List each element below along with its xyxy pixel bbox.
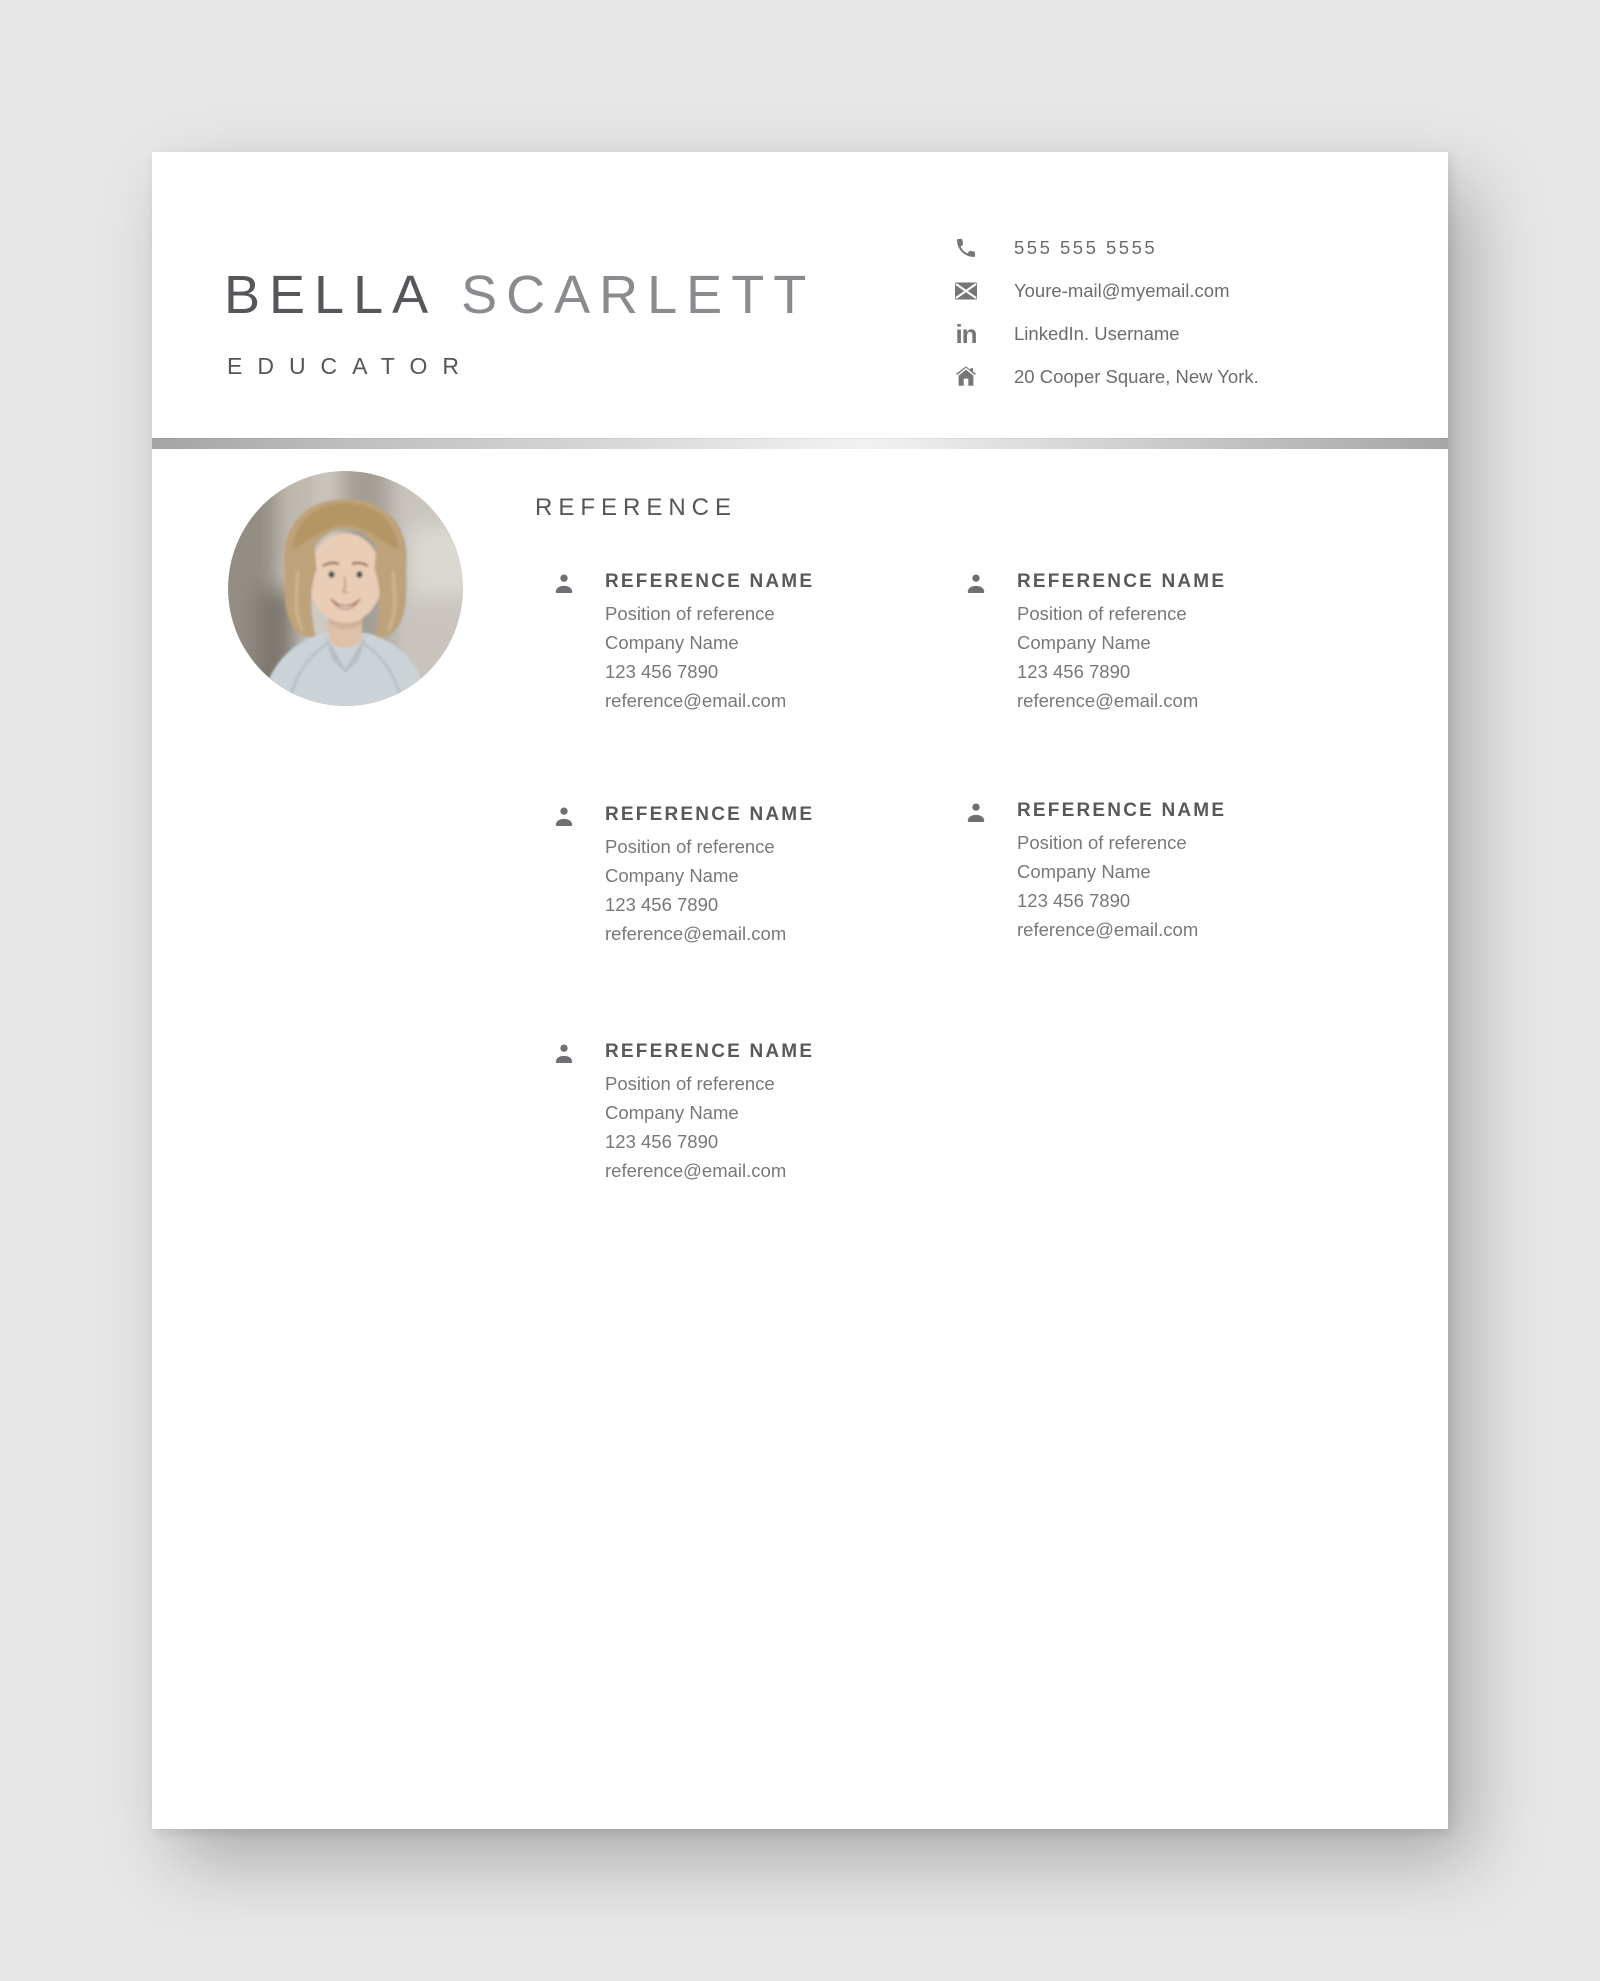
reference-company: Company Name	[605, 1102, 739, 1123]
reference-entry	[551, 568, 814, 715]
reference-phone: 123 456 7890	[605, 1131, 719, 1152]
reference-company: Company Name	[605, 865, 739, 886]
reference-name: REFERENCE NAME	[605, 1041, 815, 1062]
reference-entry	[551, 1038, 814, 1185]
reference-entry	[963, 568, 1226, 715]
reference-details	[605, 801, 814, 948]
resume-page	[152, 152, 1448, 1829]
reference-email: reference@email.com	[605, 923, 787, 944]
reference-email: reference@email.com	[605, 690, 787, 711]
last-name: SCARLETT	[461, 265, 816, 325]
reference-phone: 123 456 7890	[605, 661, 719, 682]
portrait-illustration	[228, 471, 463, 706]
reference-phone: 123 456 7890	[1017, 890, 1131, 911]
email-icon	[952, 277, 980, 305]
header-divider	[152, 438, 1448, 449]
contact-row-address	[952, 355, 1259, 398]
reference-email: reference@email.com	[1017, 919, 1199, 940]
reference-phone: 123 456 7890	[1017, 661, 1131, 682]
reference-email: reference@email.com	[1017, 690, 1199, 711]
reference-company: Company Name	[605, 632, 739, 653]
phone-number: 555 555 5555	[1014, 236, 1158, 258]
reference-details	[1017, 568, 1226, 715]
reference-entry	[551, 801, 814, 948]
reference-position: Position of reference	[1017, 832, 1187, 853]
reference-company: Company Name	[1017, 632, 1151, 653]
reference-details	[605, 1038, 814, 1185]
contact-row-linkedin	[952, 312, 1259, 355]
street-address: 20 Cooper Square, New York.	[1014, 365, 1259, 387]
person-icon	[551, 568, 579, 597]
contact-block	[952, 226, 1259, 398]
reference-name: REFERENCE NAME	[1017, 800, 1227, 821]
contact-row-phone	[952, 226, 1259, 269]
reference-phone: 123 456 7890	[605, 894, 719, 915]
reference-details	[1017, 797, 1226, 944]
contact-row-email	[952, 269, 1259, 312]
reference-position: Position of reference	[1017, 603, 1187, 624]
page-title	[224, 265, 816, 325]
linkedin-icon: in	[955, 318, 977, 349]
reference-company: Company Name	[1017, 861, 1151, 882]
job-title: EDUCATOR	[227, 353, 474, 379]
phone-icon	[952, 234, 980, 262]
person-icon	[963, 568, 991, 597]
linkedin-username: LinkedIn. Username	[1014, 322, 1180, 344]
email-address: Youre-mail@myemail.com	[1014, 279, 1230, 301]
reference-name: REFERENCE NAME	[605, 571, 815, 592]
person-icon	[551, 801, 579, 830]
reference-position: Position of reference	[605, 603, 775, 624]
reference-name: REFERENCE NAME	[605, 804, 815, 825]
person-icon	[963, 797, 991, 826]
section-title-reference: REFERENCE	[535, 494, 738, 521]
person-icon	[551, 1038, 579, 1067]
reference-position: Position of reference	[605, 1073, 775, 1094]
reference-name: REFERENCE NAME	[1017, 571, 1227, 592]
first-name: BELLA	[224, 265, 438, 325]
reference-entry	[963, 797, 1226, 944]
reference-details	[605, 568, 814, 715]
reference-position: Position of reference	[605, 836, 775, 857]
home-icon	[952, 363, 980, 391]
profile-photo	[228, 471, 463, 706]
reference-email: reference@email.com	[605, 1160, 787, 1181]
